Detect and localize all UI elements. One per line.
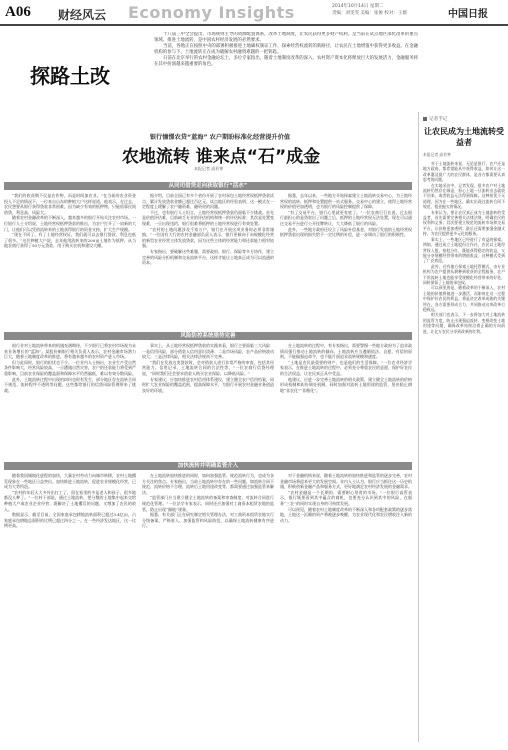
body-paragraph: “有了交易平台，银行心里就更有底了。”一位农商行行长说，过去银行最担心的是贷款出了问题之后，抵押的土地经营权无法处置，现在可以通过交易平台进行公开挂牌转让，大大降低了银行的风险。: [280, 209, 412, 226]
section-bar: 加快流转并明确监管介入: [4, 462, 412, 470]
body-paragraph: 专家建议，应加快推进农村信用体系建设，建立健全农户信用档案，同时扩大农业保险的覆盖范围，提高保障水平，为银行开展农村金融业务创造良好的环境。: [142, 376, 274, 393]
sidebar-paragraph: 事实上，一些地区已经进行了有益的探索。例如，通过成立土地股份合作社，农民以土地经营权入股，按股分红，既能获得稳定的收益，又能分享规模经营带来的增值收益，这种模式受到了广泛欢迎。: [423, 236, 505, 264]
sidebar-title: 让农民成为土地流转受益者: [424, 127, 504, 147]
sidebar-paragraph: 可以预见的是，随着改革的不断深入，农村土地的价值将被进一步激活，而如何在这一过程中保护好农民的利益，将是决定改革成败的关键所在。各方需要形成合力，共同推动这项改革行稳致远。: [423, 285, 505, 312]
section-bar: 风险防控系统亟待完善: [4, 332, 412, 340]
sidebar-paragraph: 相关部门也表示，下一步将加大对土地流转的监管力度，防止出现强迫流转、变相改变土地用途等问题，确保改革始终沿着正确的方向前进，让亿万农民分享到改革的红利。: [423, 312, 505, 334]
page-number: A06: [5, 4, 31, 20]
intro-text: [154, 32, 418, 110]
section-name-en: Economy Insights: [128, 3, 295, 22]
body-paragraph: “我们的收获期不仅是农作物，而是时间加农业。”在当前的农业资金投入不足的情况下，一位来自山东的种植大户这样说道。他表示，在过去，农民想要从银行获得贷款非常困难，因为缺少有效的抵押物，只能依靠民间借贷，利息高、风险大。: [4, 193, 136, 215]
body-paragraph: 据悉，有关部门正在研究制定相关管理办法，对工商资本租赁农地实行分级备案、严格准入、加强监管和风险防范，以确保土地流转健康有序进行。: [142, 512, 274, 529]
sidebar-byline: 本报记者 高若寒: [423, 152, 451, 157]
body-paragraph: “农村的土地问题涉及千家万户，银行在开展这项业务时必须非常谨慎。”一位国有大行的农村金融部负责人表示，银行更倾向于向规模化经营的新型农业经营主体发放贷款，因为这些主体的经营能力和还款能力相对较强。: [142, 226, 274, 249]
body-paragraph: 但与此同时，银行的担忧也不少。一位业内人士指出，农业生产受自然条件影响大，经营风险较高，一旦遭遇自然灾害，农户的还款能力将受到严重影响。目前农业保险的覆盖面和保障水平仍然偏低，难以有效分散风险。: [4, 359, 136, 376]
intro-paragraph: 十八届三中全会提出，市场规则主导的资源配置体系，改革土地制度，让农民获得更多财产权利，是当前在试点地区深化改革的重点领域。推进土地流转，是中国农村经济发展的必然要求。: [154, 32, 418, 43]
sidebar-kicker: [423, 116, 505, 122]
masthead-rule: [0, 24, 508, 26]
publish-date: 2014年10月14日 星期二: [332, 4, 384, 9]
body-paragraph: 银行业对土地流转带来的机遇充满期待，不少银行已将农村市场视为未来业务增长的“蓝海”。某股份制银行相关负责人表示，农村金融市场潜力巨大，随着土地制度改革的推进，将有越来越多的农村资产进入市场。: [4, 343, 136, 360]
sidebar-divider: [418, 112, 419, 742]
sidebar-paragraph: 在实地采访中，记者发现，很多农户对土地流转仍然存在顾虑，担心土地一旦流转出去就收不回来，或者收益无法得到保障。这种担忧不无道理，因为在一些地区，确实出现过流转合同不规范、租金拖欠的情况。: [423, 182, 505, 210]
intro-title: 探路土改: [30, 64, 110, 88]
byline: 本报记者 高若寒: [194, 166, 224, 171]
section3-column: [142, 473, 274, 743]
section-name: 财经风云: [58, 8, 107, 22]
sidebar-kicker-text: 记者手记: [429, 117, 448, 122]
body-paragraph: 据介绍，目前全国已有多个省份开展了农村承包土地经营权抵押贷款试点，累计发放贷款金额已超过百亿元。试点地区的经验表明，这一模式在一定程度上缓解了农户融资难、融资贵的问题。: [142, 193, 274, 210]
note-icon: [423, 117, 427, 121]
sidebar-body: [423, 161, 505, 334]
section1-column: [280, 193, 412, 329]
section3-column: [280, 473, 412, 743]
body-paragraph: “监管部门应当建立健全土地流转的备案和审查制度，对流转合同进行规范化管理。”一位法学专家表示，同时还应加强对工商资本租赁农地的监管，防止出现“圈地”现象。: [142, 495, 274, 512]
section-bar: 从同司借贷走向获取银行“活水”: [4, 182, 412, 190]
headline: 农地流转 谁来点“石”成金: [121, 147, 321, 167]
section1-column: [4, 193, 136, 329]
body-paragraph: 不过，也有银行人士坦言，土地经营权抵押贷款仍面临不少挑战。首先是价值评估难，目前缺乏专业的评估机构和统一的评估标准；其次是处置变现难，一旦出现违约，银行很难将抵押的土地经营权进行有效处置。: [142, 209, 274, 226]
sidebar-paragraph: 此外，还有地方探索土地托管模式，由专业机构为农户提供从耕种到收获的全程服务，农户不用流转土地也能享受规模化经营带来的好处，同时保留了土地的承包权。: [423, 263, 505, 285]
intro-paragraph: 日前在北京举行的农村金融论坛上，多位专家指出，随着土地制度改革的深入，农村资产资本化将释放巨大的发展活力，金融服务将在其中扮演越来越重要的角色。: [154, 56, 418, 67]
sidebar: [423, 112, 505, 744]
body-paragraph: 随着农村金融改革的不断深入，越来越多的银行开始关注农村市场。一位银行人士介绍说，土地经营权抵押贷款的推出，为农户打开了一扇新的大门，让他们可以凭借流转来的土地获得银行的资金支持，扩大生产规模。: [4, 215, 136, 232]
sidebar-paragraph: 对于土地流转来说，无论是银行、农户还是地方政府，都希望能从中获得收益。如何让这一改革惠及最广大的农民群体，是各方都需要认真思考的问题。: [423, 161, 505, 183]
body-paragraph: 数据显示，截至目前，全国家庭承包耕地流转面积已超过3.4亿亩，占家庭承包耕地总面积的比例已超过四分之一。在一些经济发达地区，这一比例更高。: [4, 512, 136, 529]
body-paragraph: 可以预见，随着农村土地制度改革的不断深入和各项配套政策的逐步落地，土地这一沉睡的资产将被逐步唤醒，为农业现代化和农民增收注入新的动力。: [280, 506, 412, 523]
section3-column: [4, 473, 136, 743]
body-paragraph: 据悉，去年以来，一些地方开始探索建立土地流转交易中心，为土地经营权的流转、抵押和处置提供一站式服务。交易中心的建立，使得土地经营权的价值更加透明，也为银行的风险控制提供了保障。: [280, 193, 412, 210]
body-paragraph: 此外，一些地方政府还设立了风险补偿基金，对银行发放的土地经营权抵押贷款出现的损失给予一定比例的补偿，进一步调动了银行的积极性。: [280, 226, 412, 238]
body-paragraph: “农村金融是一个长期的、需要耐心培育的市场。”一位银行高管表示，银行既要看到其中蕴含的商机，也要充分认识到其中的风险，在服务“三农”的同时实现自身的可持续发展。: [280, 489, 412, 506]
body-paragraph: 在土地流转加快推进的同时，如何加强监管、规范流转行为，也成为各方关注的焦点。专家指出，当前土地流转中存在的一些问题，如流转合同不规范、流转价格不合理、流转后土地用途改变等，都需要通过加强监管来解决。: [142, 473, 274, 495]
section2-column: [280, 343, 412, 459]
sidebar-paragraph: 专家认为，要让农民真正成为土地流转的受益者，首先需要完善相关法律法规，明确农民的权利和义务；其次要建立规范的流转市场和交易平台，让价格更加透明；最后还需要加强金融支持，为农民提供更多元化的服务。: [423, 209, 505, 237]
body-paragraph: 对于金融机构来说，随着土地流转的加快推进和监管的逐步完善，农村金融市场将迎来更大的发展空间。业内人士认为，银行应当抓住这一历史机遇，积极创新金融产品和服务方式，更好地满足农村经济发展的金融需求。: [280, 473, 412, 490]
body-paragraph: “我们在发放这类贷款时，会对借款人进行非常严格的审查，包括其经营能力、信用记录、土地流转合同的合法性等。”一位农商行信贷经理说，“同时我们还会要求借款人购买农业保险，以降低风险。”: [142, 359, 274, 376]
section2-column: [142, 343, 274, 459]
intro-paragraph: 当前，各地正在按照中央的部署积极推进土地确权颁证工作，探索经营权流转的新路径，让农民在土地增值中获得更多收益。在金融机构的参与下，土地流转正在成为破解农村融资难题的一把钥匙。: [154, 44, 418, 55]
body-paragraph: 事实上，从土地经营权抵押贷款的实践来看，银行主要面临三大风险：一是信用风险，部分借款人信用意识淡薄；二是市场风险，农产品价格波动较大；三是法律风险，相关法律法规尚不完善。: [142, 343, 274, 360]
headline-kicker: 银行憧憬农贷“蓝海” 农户期盼标准化经营提升价值: [149, 134, 291, 141]
body-paragraph: 在土地流转的过程中，有专家指出，需要警惕一些地方政府为了追求政绩而强行推动土地流转的倾向。土地流转应当遵循依法、自愿、有偿的原则，不能搞强迫命令，也不能片面追求流转规模和速度。: [280, 343, 412, 360]
body-paragraph: 专家指出，要破解这些难题，需要政府、银行、保险等多方协作，建立完善的风险分担机制和交易流转平台，这样才能让土地真正成为可以流通的资本。: [142, 248, 274, 266]
newspaper-logo: 中国日报: [448, 9, 488, 20]
body-paragraph: 随着我国城镇化进程的加快，大量农村劳动力向城市转移，农村土地撂荒现象在一些地区日益突出。加快推进土地流转，促进农业规模化经营，已成为大势所趋。: [4, 473, 136, 490]
body-paragraph: 此外，土地流转过程中出现的纠纷也时有发生，部分地区存在流转合同不规范、流转程序不透明等问题，这些都给银行的信贷风险管理带来了挑战。: [4, 376, 136, 393]
masthead-staff: 责编：刘雯雯 美编：张俊 校对：王薇: [332, 11, 407, 16]
masthead: [0, 0, 508, 28]
body-paragraph: “现在不同了，有了土地经营权证，我们就可以去银行贷款，利息也低了很多。”这位种植大户说，去年他用流转来的200亩土地作为抵押，从当地农商行获得了50万元贷款，用于购买农机和建设大棚。: [4, 232, 136, 249]
section1-column: [142, 193, 274, 329]
body-paragraph: “农村的年轻人大多外出打工了，留在家里的多是老人和孩子，很多地都没人种了。”一位村干部说，通过土地流转，把分散的土地集中起来交给种植大户或农业企业经营，既解决了土地撂荒的问题，又增加了农民的收入。: [4, 489, 136, 512]
body-paragraph: “土地是农民最重要的财产，也是他们的生活保障。”一位农业经济学家表示，在推进土地流转的过程中，必须充分尊重农民的意愿，保护好农民的合法权益，让农民真正从中受益。: [280, 359, 412, 376]
body-paragraph: 他建议，应进一步完善土地流转的相关政策，建立健全土地流转的价格形成机制和纠纷调处机制，同时加强对流转土地用途的监管，坚决防止耕地“非农化”“非粮化”。: [280, 376, 412, 393]
section2-column: [4, 343, 136, 459]
